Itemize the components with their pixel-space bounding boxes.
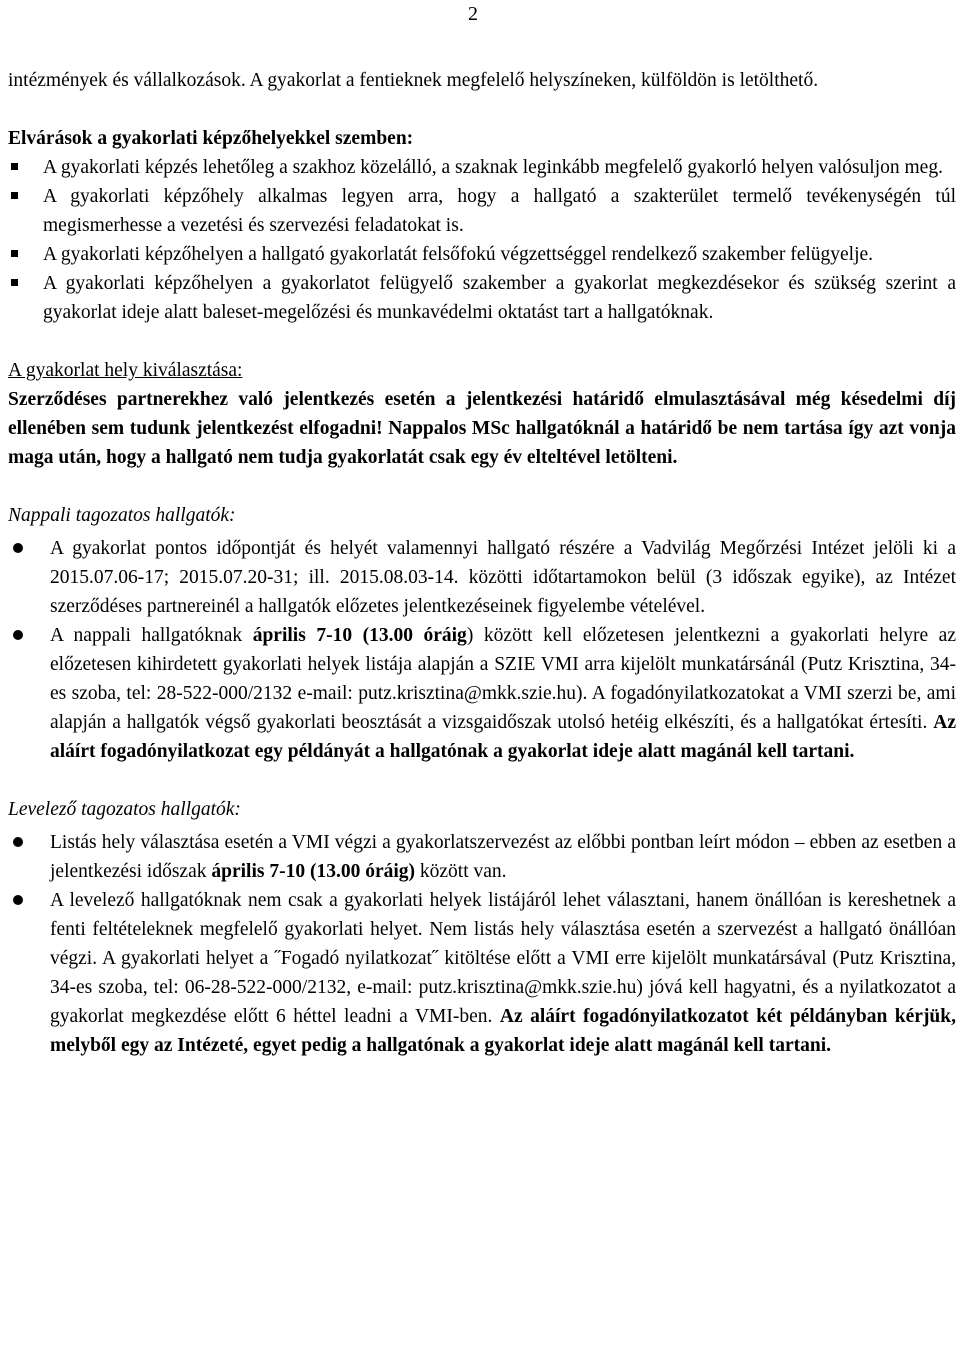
page-number: 2 [468, 3, 478, 25]
square-bullet-icon [11, 279, 18, 286]
list-item: A gyakorlati képzőhely alkalmas legyen arra, hogy a hallgató a szakterület termelő tevékenységén túl megismerhesse a vezetési és szervezési feladatokat is. [8, 182, 956, 240]
square-bullet-icon [11, 192, 18, 199]
expectations-list [8, 153, 956, 327]
list-item: A nappali hallgatóknak április 7-10 (13.00 óráig) között kell előzetesen jelentkezni a gyakorlati helyre az előzetesen kihirdetett gyakorlati helyek listája alapján a SZIE VMI arra kijelölt munkatársánál (Putz Krisztina, 34-es szoba, tel: 28-522-000/2132 e-mail: putz.krisztina@mkk.szie.hu). A fogadónyilatkozatokat a VMI szerzi be, ami alapján a hallgatók végső gyakorlati beosztását a vizsgaidőszak utolsó hetéig elkészíti, és a hallgatókat értesíti. Az aláírt fogadónyilatkozat egy példányát a hallgatónak a gyakorlat ideje alatt magánál kell tartani. [8, 621, 956, 766]
section-heading-selection: A gyakorlat hely kiválasztása: [8, 360, 243, 381]
round-bullet-icon [13, 543, 23, 553]
document-body [8, 66, 956, 1060]
section-heading-expectations: Elvárások a gyakorlati képzőhelyekkel szemben: [8, 128, 414, 149]
list-item: A gyakorlati képzőhelyen a gyakorlatot felügyelő szakember a gyakorlat megkezdésekor és szükség szerint a gyakorlat ideje alatt baleset-megelőzési és munkavédelmi oktatást tart a hallgatóknak. [8, 269, 956, 327]
round-bullet-icon [13, 630, 23, 640]
list-item: Listás hely választása esetén a VMI végzi a gyakorlatszervezést az előbbi pontban leírt módon – ebben az esetben a jelentkezési időszak április 7-10 (13.00 óráig) között van. [8, 828, 956, 886]
correspondence-list [8, 828, 956, 1060]
list-item: A levelező hallgatóknak nem csak a gyakorlati helyek listájáról lehet választani, hanem önállóan is kereshetnek a fenti feltételeknek megfelelő gyakorlati helyet. Nem listás hely választása esetén a szervezést a hallgató önállóan végzi. A gyakorlati helyet a ˝Fogadó nyilatkozat˝ kitöltése előtt a VMI erre kijelölt munkatársával (Putz Krisztina, 34-es szoba, tel: 06-28-522-000/2132, e-mail: putz.krisztina@mkk.szie.hu) jóvá kell hagyatni, és a nyilatkozatot a gyakorlat megkezdése előtt 6 héttel leadni a VMI-ben. Az aláírt fogadónyilatkozatot két példányban kérjük, melyből egy az Intézeté, egyet pedig a hallgatónak a gyakorlat ideje alatt magánál kell tartani. [8, 886, 956, 1060]
intro-paragraph: intézmények és vállalkozások. A gyakorlat a fentieknek megfelelő helyszíneken, külföldön is letölthető. [8, 70, 819, 91]
list-item: A gyakorlati képzőhelyen a hallgató gyakorlatát felsőfokú végzettséggel rendelkező szakember felügyelje. [8, 240, 956, 269]
square-bullet-icon [11, 250, 18, 257]
list-item: A gyakorlat pontos időpontját és helyét valamennyi hallgató részére a Vadvilág Megőrzési Intézet jelöli ki a 2015.07.06-17; 2015.07.20-31; ill. 2015.08.03-14. közötti időtartamokon belül (3 időszak egyike), az Intézet szerződéses partnereinél a hallgatók előzetes jelentkezéseinek figyelembe vételével. [8, 534, 956, 621]
section-heading-fulltime: Nappali tagozatos hallgatók: [8, 505, 236, 526]
round-bullet-icon [13, 895, 23, 905]
selection-paragraph: Szerződéses partnerekhez való jelentkezés esetén a jelentkezési határidő elmulasztásával még késedelmi díj ellenében sem tudunk jelentkezést elfogadni! Nappalos MSc hallgatóknál a határidő be nem tartása így azt vonja maga után, hogy a hallgató nem tudja gyakorlatát csak egy év elteltével letölteni. [8, 389, 956, 468]
section-heading-correspondence: Levelező tagozatos hallgatók: [8, 799, 241, 820]
square-bullet-icon [11, 163, 18, 170]
round-bullet-icon [13, 837, 23, 847]
list-item: A gyakorlati képzés lehetőleg a szakhoz közelálló, a szaknak leginkább megfelelő gyakorló helyen valósuljon meg. [8, 153, 956, 182]
fulltime-list [8, 534, 956, 766]
